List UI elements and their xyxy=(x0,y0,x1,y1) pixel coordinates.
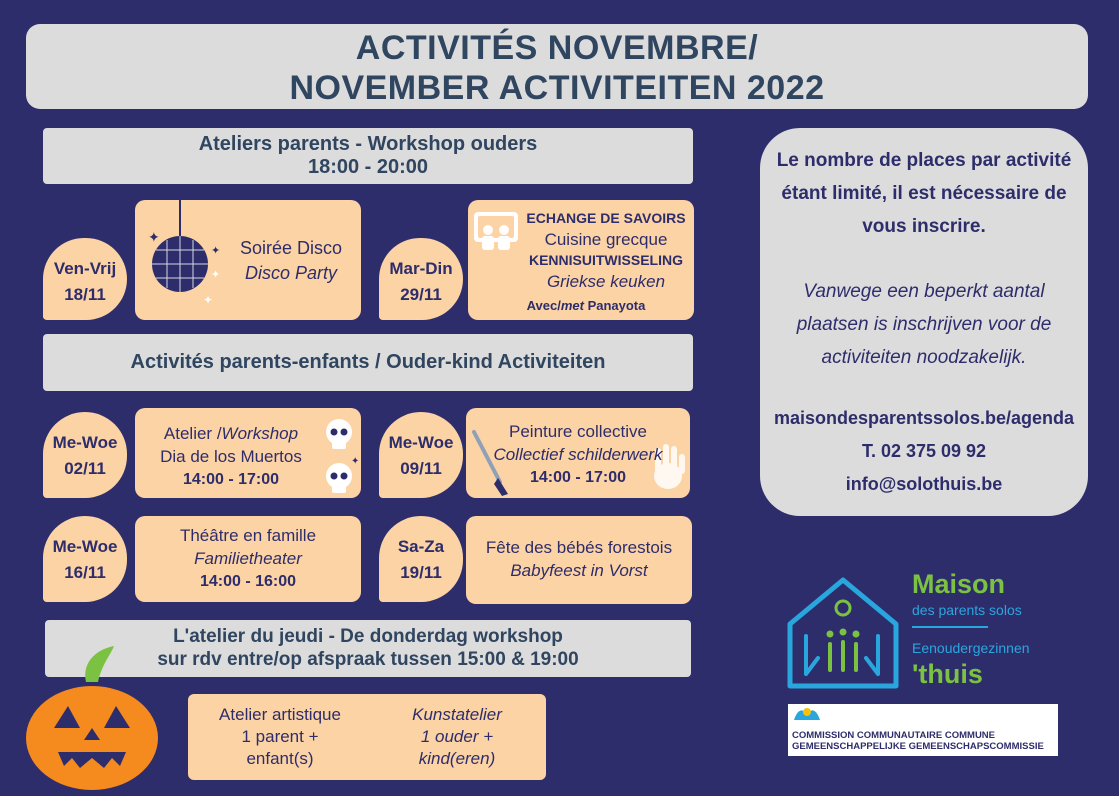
cocom-fr: COMMISSION COMMUNAUTAIRE COMMUNE xyxy=(792,730,996,741)
section3-sub: sur rdv entre/op afspraak tussen 15:00 & 19:00 xyxy=(157,649,579,670)
peinture-day: Me-Woe xyxy=(388,433,454,452)
info-website-link[interactable]: maisondesparentssolos.be/agenda xyxy=(773,408,1075,428)
peinture-time: 14:00 - 17:00 xyxy=(529,469,627,486)
logo-eenoudergezinnen: Eenoudergezinnen xyxy=(912,640,1030,656)
muertos-date: 02/11 xyxy=(64,459,106,478)
savoirs-with-nl: met xyxy=(560,298,584,313)
date-badge-disco xyxy=(43,238,127,320)
savoirs-sub-fr: Cuisine grecque xyxy=(544,230,668,249)
cocom-nl: GEMEENSCHAPPELIJKE GEMEENSCHAPSCOMMISSIE xyxy=(792,741,1044,752)
savoirs-title-nl: KENNISUITWISSELING xyxy=(528,252,683,268)
savoirs-with-fr: Avec/ xyxy=(526,298,561,313)
logo-maison: Maison xyxy=(912,569,1006,599)
atelier-fr-line2: 1 parent + xyxy=(241,727,319,746)
theatre-time: 14:00 - 16:00 xyxy=(199,573,297,590)
svg-text:✦: ✦ xyxy=(211,269,221,281)
theatre-title-nl: Familietheater xyxy=(194,549,302,568)
disco-day: Ven-Vrij xyxy=(53,259,117,278)
event-card-disco xyxy=(135,200,361,320)
date-badge-theatre xyxy=(43,516,127,602)
bebes-day: Sa-Za xyxy=(397,537,445,556)
atelier-title-nl: Kunstatelier xyxy=(412,705,502,724)
page-title xyxy=(26,24,1088,109)
svg-text:✦: ✦ xyxy=(351,456,360,467)
info-fr-line1: Le nombre de places par activité xyxy=(776,150,1072,171)
title-line-1: ACTIVITÉS NOVEMBRE/ xyxy=(355,29,759,67)
section-header-workshop-parents xyxy=(43,128,693,184)
muertos-line1-nl: Workshop xyxy=(221,424,299,443)
logo-parents-solos: des parents solos xyxy=(912,602,1022,618)
logo-text xyxy=(912,568,1082,690)
muertos-time: 14:00 - 17:00 xyxy=(182,471,280,488)
savoirs-with xyxy=(498,298,674,313)
svg-text:✦: ✦ xyxy=(203,293,214,307)
section-header-parents-children xyxy=(43,334,693,391)
theatre-title-fr: Théâtre en famille xyxy=(179,526,317,545)
svg-text:✦: ✦ xyxy=(211,245,221,257)
atelier-title-fr: Atelier artistique xyxy=(219,705,341,724)
exchange-icon xyxy=(472,210,520,256)
event-card-theatre xyxy=(135,516,361,602)
info-nl-line3: activiteiten noodzakelijk. xyxy=(821,347,1027,368)
info-fr-line2: étant limité, il est nécessaire de xyxy=(781,183,1067,204)
info-box xyxy=(760,128,1088,516)
logo-thuis: 'thuis xyxy=(912,659,983,689)
event-card-bebes xyxy=(466,516,692,604)
savoirs-sub-nl: Griekse keuken xyxy=(546,272,666,291)
cocom-emblem-icon xyxy=(792,706,822,726)
savoirs-with-name: Panayota xyxy=(583,298,646,313)
muertos-line1 xyxy=(139,422,323,445)
info-phone[interactable]: T. 02 375 09 92 xyxy=(861,441,987,461)
pumpkin-icon xyxy=(24,640,160,790)
section1-title: Ateliers parents - Workshop ouders xyxy=(198,133,538,155)
savoirs-title-fr: ECHANGE DE SAVOIRS xyxy=(526,210,686,226)
atelier-nl-line3: kind(eren) xyxy=(418,749,496,768)
peinture-title-nl: Collectief schilderwerk xyxy=(493,445,663,464)
house-logo-icon xyxy=(784,574,902,692)
muertos-line1-fr: Atelier / xyxy=(163,424,222,443)
info-email-link[interactable]: info@solothuis.be xyxy=(845,474,1003,494)
section1-time: 18:00 - 20:00 xyxy=(307,156,429,178)
atelier-fr-line3: enfant(s) xyxy=(246,749,314,768)
savoirs-day: Mar-Din xyxy=(389,259,453,278)
theatre-date: 16/11 xyxy=(64,563,106,582)
svg-text:✦: ✦ xyxy=(148,229,160,245)
peinture-date: 09/11 xyxy=(400,459,442,478)
savoirs-date: 29/11 xyxy=(400,285,442,304)
event-card-peinture xyxy=(466,408,690,498)
info-nl-line1: Vanwege een beperkt aantal xyxy=(803,281,1045,302)
date-badge-peinture xyxy=(379,412,463,498)
date-badge-muertos xyxy=(43,412,127,498)
peinture-title-fr: Peinture collective xyxy=(509,422,647,441)
disco-title-fr: Soirée Disco xyxy=(239,238,343,258)
muertos-day: Me-Woe xyxy=(52,433,118,452)
muertos-line2: Dia de los Muertos xyxy=(160,447,302,466)
info-nl-line2: plaatsen is inschrijven voor de xyxy=(796,314,1052,335)
cocom-logo xyxy=(788,704,1058,756)
date-badge-bebes xyxy=(379,516,463,602)
disco-title-nl: Disco Party xyxy=(244,263,338,283)
section3-title: L'atelier du jeudi - De donderdag workshop xyxy=(173,626,563,647)
atelier-card xyxy=(188,694,546,780)
atelier-nl-line2: 1 ouder + xyxy=(420,727,494,746)
bebes-title-fr: Fête des bébés forestois xyxy=(485,538,673,557)
logo-divider xyxy=(912,626,988,628)
event-card-muertos xyxy=(135,408,361,498)
bebes-date: 19/11 xyxy=(400,563,442,582)
disco-date: 18/11 xyxy=(64,285,106,304)
title-line-2: NOVEMBER ACTIVITEITEN 2022 xyxy=(289,69,825,107)
theatre-day: Me-Woe xyxy=(52,537,118,556)
section2-title: Activités parents-enfants / Ouder-kind Activiteiten xyxy=(130,351,606,373)
bebes-title-nl: Babyfeest in Vorst xyxy=(510,561,648,580)
event-card-savoirs xyxy=(468,200,694,320)
info-fr-line3: vous inscrire. xyxy=(862,216,986,237)
date-badge-savoirs xyxy=(379,238,463,320)
skull-icon xyxy=(323,414,359,498)
disco-ball-icon xyxy=(143,200,221,312)
